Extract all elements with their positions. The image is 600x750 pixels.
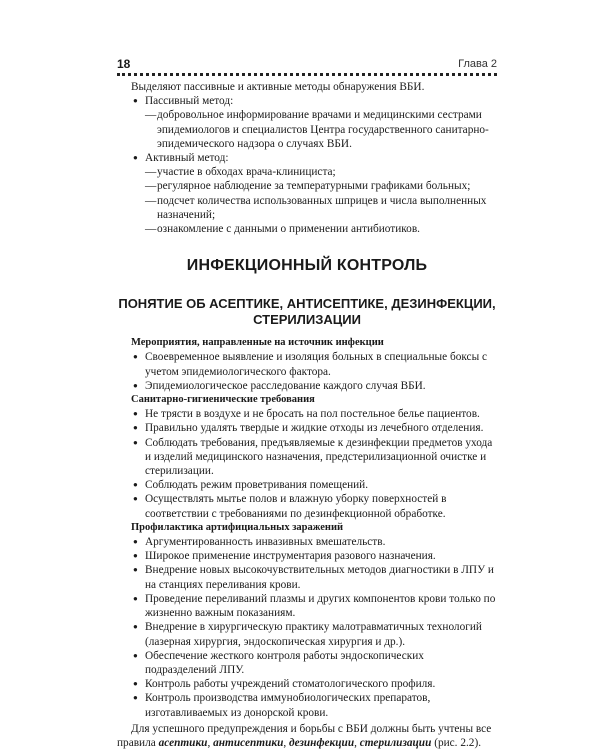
intro-paragraph: Выделяют пассивные и активные методы обнаружения ВБИ. (131, 81, 425, 93)
comma: , (283, 736, 287, 749)
group-list (117, 535, 497, 720)
bullet-item: ● Аргументированность инвазивных вмешательств. (117, 535, 497, 549)
page-number: 18 (117, 57, 131, 71)
bullet-item: ● Своевременное выявление и изоляция больных в специальные боксы с учетом эпидемиологического фактора. (117, 350, 497, 378)
bullet-item: ● Контроль работы учреждений стоматологического профиля. (117, 677, 497, 691)
bullet-item: ● Внедрение в хирургическую практику малотравматичных технологий (лазерная хирургия, эндоскопическая хирургия и др.). (117, 620, 497, 648)
dash-item: — участие в обходах врача-клинициста; (117, 165, 497, 179)
bullet-item: ● Контроль производства иммунобиологических препаратов, изготавливаемых из донорской крови. (117, 691, 497, 719)
term-asepsis: асептики (158, 736, 208, 749)
page-header (117, 57, 497, 71)
dash-item: — ознакомление с данными о применении антибиотиков. (117, 222, 497, 236)
chapter-label: Глава 2 (458, 58, 497, 70)
bullet-item: ● Обеспечение жесткого контроля работы эндоскопических подразделений ЛПУ. (117, 649, 497, 677)
bullet-item: ● Соблюдать требования, предъявляемые к дезинфекции предметов ухода и изделий медицинского назначения, предстерилизационной очистке и стерилизации. (117, 436, 497, 479)
passive-method-items (117, 108, 497, 151)
bullet-item: ● Эпидемиологическое расследование каждого случая ВБИ. (117, 379, 497, 393)
bullet-item: ● Осуществлять мытье полов и влажную уборку поверхностей в соответствии с требованиями по дезинфекционной обработке. (117, 492, 497, 520)
bullet-item: ● Соблюдать режим проветривания помещений. (117, 478, 497, 492)
term-antisepsis: антисептики (213, 736, 284, 749)
section-heading: ИНФЕКЦИОННЫЙ КОНТРОЛЬ (186, 257, 428, 275)
closing-text: Для успешного предупреждения и борьбы с ВБИ должны быть учтены все правила (117, 722, 492, 749)
term-disinfection: дезинфекции (289, 736, 355, 749)
bullet-item: ● Не трясти в воздухе и не бросать на пол постельное белье пациентов. (117, 407, 497, 421)
header-dotted-rule (117, 73, 497, 76)
comma: , (207, 736, 211, 749)
closing-paragraph (117, 722, 497, 750)
dash-item: — добровольное информирование врачами и медицинскими сестрами эпидемиологов и специалистов Центра государственного санитарно-эпидемического надзора о случаях ВБИ. (117, 108, 497, 151)
bullet-item: ● Правильно удалять твердые и жидкие отходы из лечебного отделения. (117, 421, 497, 435)
group-list (117, 407, 497, 521)
active-method-label: ● Активный метод: (117, 151, 497, 165)
bullet-item: ● Проведение переливаний плазмы и других компонентов крови только по жизненно важным показаниям. (117, 592, 497, 620)
page-content (117, 80, 497, 750)
active-method-items (117, 165, 497, 236)
bullet-item: ● Внедрение новых высокочувствительных методов диагностики в ЛПУ и на станциях переливания крови. (117, 563, 497, 591)
bullet-item: ● Широкое применение инструментария разового назначения. (117, 549, 497, 563)
dash-item: — подсчет количества использованных шприцев и числа выполненных назначений; (117, 194, 497, 222)
comma: , (354, 736, 357, 749)
passive-method-label: ● Пассивный метод: (117, 94, 497, 108)
subsection-heading: ПОНЯТИЕ ОБ АСЕПТИКЕ, АНТИСЕПТИКЕ, ДЕЗИНФЕКЦИИ, СТЕРИЛИЗАЦИИ (118, 296, 496, 328)
group-list (117, 350, 497, 393)
group-heading: Профилактика артифициальных заражений (131, 521, 344, 533)
term-sterilization: стерилизации (359, 736, 432, 749)
group-heading: Мероприятия, направленные на источник инфекции (131, 337, 384, 349)
methods-list (117, 94, 497, 108)
group-heading: Санитарно-гигиенические требования (131, 394, 315, 406)
dash-item: — регулярное наблюдение за температурными графиками больных; (117, 179, 497, 193)
active-method-list (117, 151, 497, 165)
figure-reference: (рис. 2.2). (434, 736, 482, 749)
